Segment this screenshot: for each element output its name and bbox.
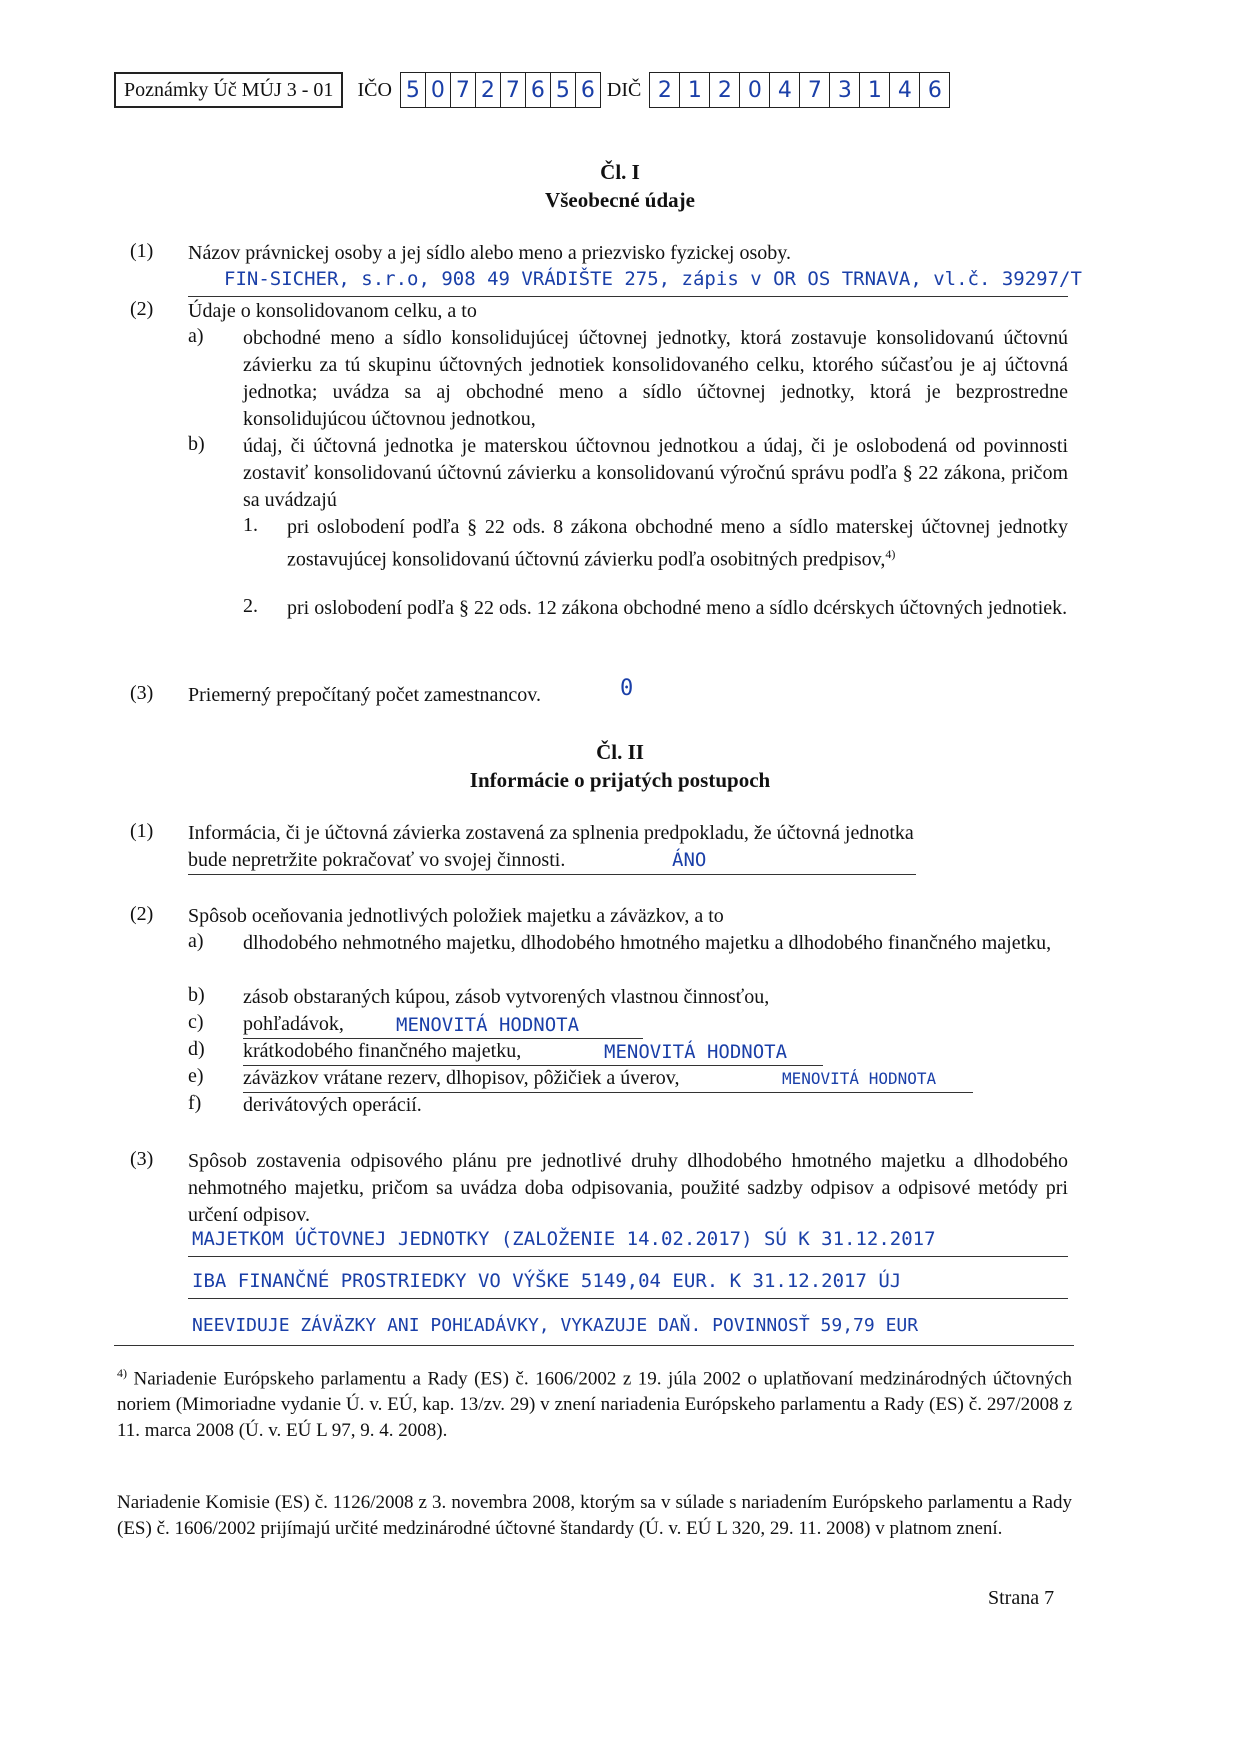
s2-p3-answer-line-2 [188,1298,1068,1299]
dic-digit: 6 [927,77,942,103]
dic-digit: 3 [830,73,860,107]
footnote-reference: 4) [885,547,896,561]
s2-p3-answer-line-1 [188,1256,1068,1257]
s2-p2f-text: derivátových operácií. [243,1094,422,1116]
s1-p2b1-text: pri oslobodení podľa § 22 ods. 8 zákona obchodné meno a sídlo materskej účtovnej jednotky zostavujúcej konsolidovanú účtovnú závierku podľa osobitných predpisov, [287,516,1068,571]
section1-number: Čl. I [600,160,640,184]
s2-p3-handwritten-line2: IBA FINANČNÉ PROSTRIEDKY VO VÝŠKE 5149,04 EUR. K 31.12.2017 ÚJ [192,1270,902,1292]
s1-p2b1-label: 1. [243,514,258,536]
s1-p2-number: (2) [130,298,154,320]
s2-p2e-label: e) [188,1065,204,1087]
s1-p2b-label: b) [188,433,205,455]
s2-p3-text: Spôsob zostavenia odpisového plánu pre jednotlivé druhy dlhodobého hmotného majetku a dlhodobého nehmotného majetku, pričom sa uvádza doba odpisovania, použité sadzby odpisov a odpisové metódy pri určení odpisov. [188,1150,1068,1226]
footnote-4 [117,1360,1072,1444]
s2-p1-number: (1) [130,820,154,842]
ico-digit: 6 [580,77,595,103]
ico-digit: 6 [526,73,551,107]
s2-p2c-handwritten-entry: MENOVITÁ HODNOTA [396,1014,580,1036]
s1-p2a-text: obchodné meno a sídlo konsolidujúcej účtovnej jednotky, ktorá zostavuje konsolidovanú účtovnú závierku za tú skupinu účtovných jednotiek konsolidovaného celku, ktorého súčasťou je aj účtovná jednotka; uvádza sa aj obchodné meno a sídlo účtovnej jednotky, ktorá je bezprostredne konsolidujúcou účtovnou jednotkou, [243,327,1068,430]
dic-digit: 1 [680,73,710,107]
s2-p3-number: (3) [130,1148,154,1170]
dic-digit-boxes [649,72,950,108]
s1-p2b2-label: 2. [243,595,258,617]
footnote-text-2: Nariadenie Komisie (ES) č. 1126/2008 z 3. novembra 2008, ktorým sa v súlade s nariadením Európskeho parlamentu a Rady (ES) č. 1606/2002 prijímajú určité medzinárodné účtovné štandardy (Ú. v. EÚ L 320, 29. 11. 2008) v platnom znení. [117,1492,1072,1539]
section2-number: Čl. II [596,740,644,764]
ico-digit: 5 [401,73,426,107]
dic-digit: 0 [740,73,770,107]
form-label: Poznámky Úč MÚJ 3 - 01 [114,72,343,108]
s2-p2d-handwritten-entry: MENOVITÁ HODNOTA [604,1041,788,1063]
s1-p3-number: (3) [130,682,154,704]
s1-p3-handwritten-entry: 0 [620,676,634,701]
s2-p2c-label: c) [188,1011,204,1033]
s2-p2d-label: d) [188,1038,205,1060]
dic-digit: 2 [650,73,680,107]
dic-label: DIČ [606,78,642,101]
s2-p2d-text: krátkodobého finančného majetku, [243,1040,522,1062]
dic-digit: 4 [890,73,920,107]
s1-p2a-label: a) [188,325,204,347]
section2-title: Informácie o prijatých postupoch [469,768,771,792]
ico-digit: 5 [551,73,576,107]
s2-p1-text-line2: bude nepretržite pokračovať vo svojej činnosti. [188,849,566,871]
s2-p2a-text: dlhodobého nehmotného majetku, dlhodobého hmotného majetku a dlhodobého finančného majetku, [243,932,1052,954]
footnote-separator [114,1345,1074,1346]
page-number: Strana 7 [988,1587,1055,1609]
s2-p2e-handwritten-entry: MENOVITÁ HODNOTA [782,1069,937,1088]
s2-p1-answer-line [188,874,916,875]
s1-p1-number: (1) [130,240,154,262]
ico-label: IČO [357,78,392,101]
s1-p1-text: Názov právnickej osoby a jej sídlo alebo meno a priezvisko fyzickej osoby. [188,242,791,264]
s1-p2b1-text-wrap [287,514,1068,574]
s1-p2b-text: údaj, či účtovná jednotka je materskou účtovnou jednotkou a údaj, či je oslobodená od povinnosti zostaviť konsolidovanú účtovnú závierku a konsolidovanú výročnú správu podľa § 22 zákona, pričom sa uvádzajú [243,435,1068,511]
s1-p2-text: Údaje o konsolidovanom celku, a to [188,300,477,322]
s2-p2-number: (2) [130,903,154,925]
s2-p2b-label: b) [188,984,205,1006]
s2-p2c-text: pohľadávok, [243,1013,344,1035]
s2-p3-handwritten-line3: NEEVIDUJE ZÁVÄZKY ANI POHĽADÁVKY, VYKAZUJE DAŇ. POVINNOSŤ 59,79 EUR [192,1315,919,1336]
footnote-text-1: Nariadenie Európskeho parlamentu a Rady (ES) č. 1606/2002 z 19. júla 2002 o uplatňovaní medzinárodných účtovných noriem (Mimoriadne vydanie Ú. v. EÚ, kap. 13/zv. 29) v znení nariadenia Európskeho parlamentu a Rady (ES) č. 297/2008 z 11. marca 2008 (Ú. v. EÚ L 97, 9. 4. 2008). [117,1368,1072,1442]
s2-p1-handwritten-entry: ÁNO [672,849,707,871]
dic-digit: 7 [800,73,830,107]
s1-p2b2-text: pri oslobodení podľa § 22 ods. 12 zákona obchodné meno a sídlo dcérskych účtovných jednotiek. [287,597,1068,619]
s2-p1-text-line1: Informácia, či je účtovná závierka zostavená za splnenia predpokladu, že účtovná jednotka [188,822,914,844]
s2-p3-handwritten-line1: MAJETKOM ÚČTOVNEJ JEDNOTKY (ZALOŽENIE 14.02.2017) SÚ K 31.12.2017 [192,1228,936,1250]
s2-p2b-text: zásob obstaraných kúpou, zásob vytvorených vlastnou činnosťou, [243,986,770,1008]
dic-digit: 2 [710,73,740,107]
ico-digit: 0 [426,73,451,107]
ico-digit: 7 [501,73,526,107]
form-header [114,72,950,108]
ico-digit: 7 [451,73,476,107]
ico-digit: 2 [476,73,501,107]
footnote-marker: 4) [117,1366,127,1380]
s2-p2f-label: f) [188,1092,202,1114]
s2-p2e-text: záväzkov vrátane rezerv, dlhopisov, pôžičiek a úverov, [243,1067,680,1089]
dic-digit: 1 [860,73,890,107]
s2-p2a-label: a) [188,930,204,952]
s1-p1-answer-line [188,296,1068,297]
s2-p2-text: Spôsob oceňovania jednotlivých položiek majetku a záväzkov, a to [188,905,724,927]
s1-p1-handwritten-entry: FIN-SICHER, s.r.o, 908 49 VRÁDIŠTE 275, zápis v OR OS TRNAVA, vl.č. 39297/T [224,268,1082,290]
ico-digit-boxes [400,72,601,108]
section1-title: Všeobecné údaje [545,188,695,212]
s1-p3-text: Priemerný prepočítaný počet zamestnancov. [188,684,542,706]
dic-digit: 4 [770,73,800,107]
